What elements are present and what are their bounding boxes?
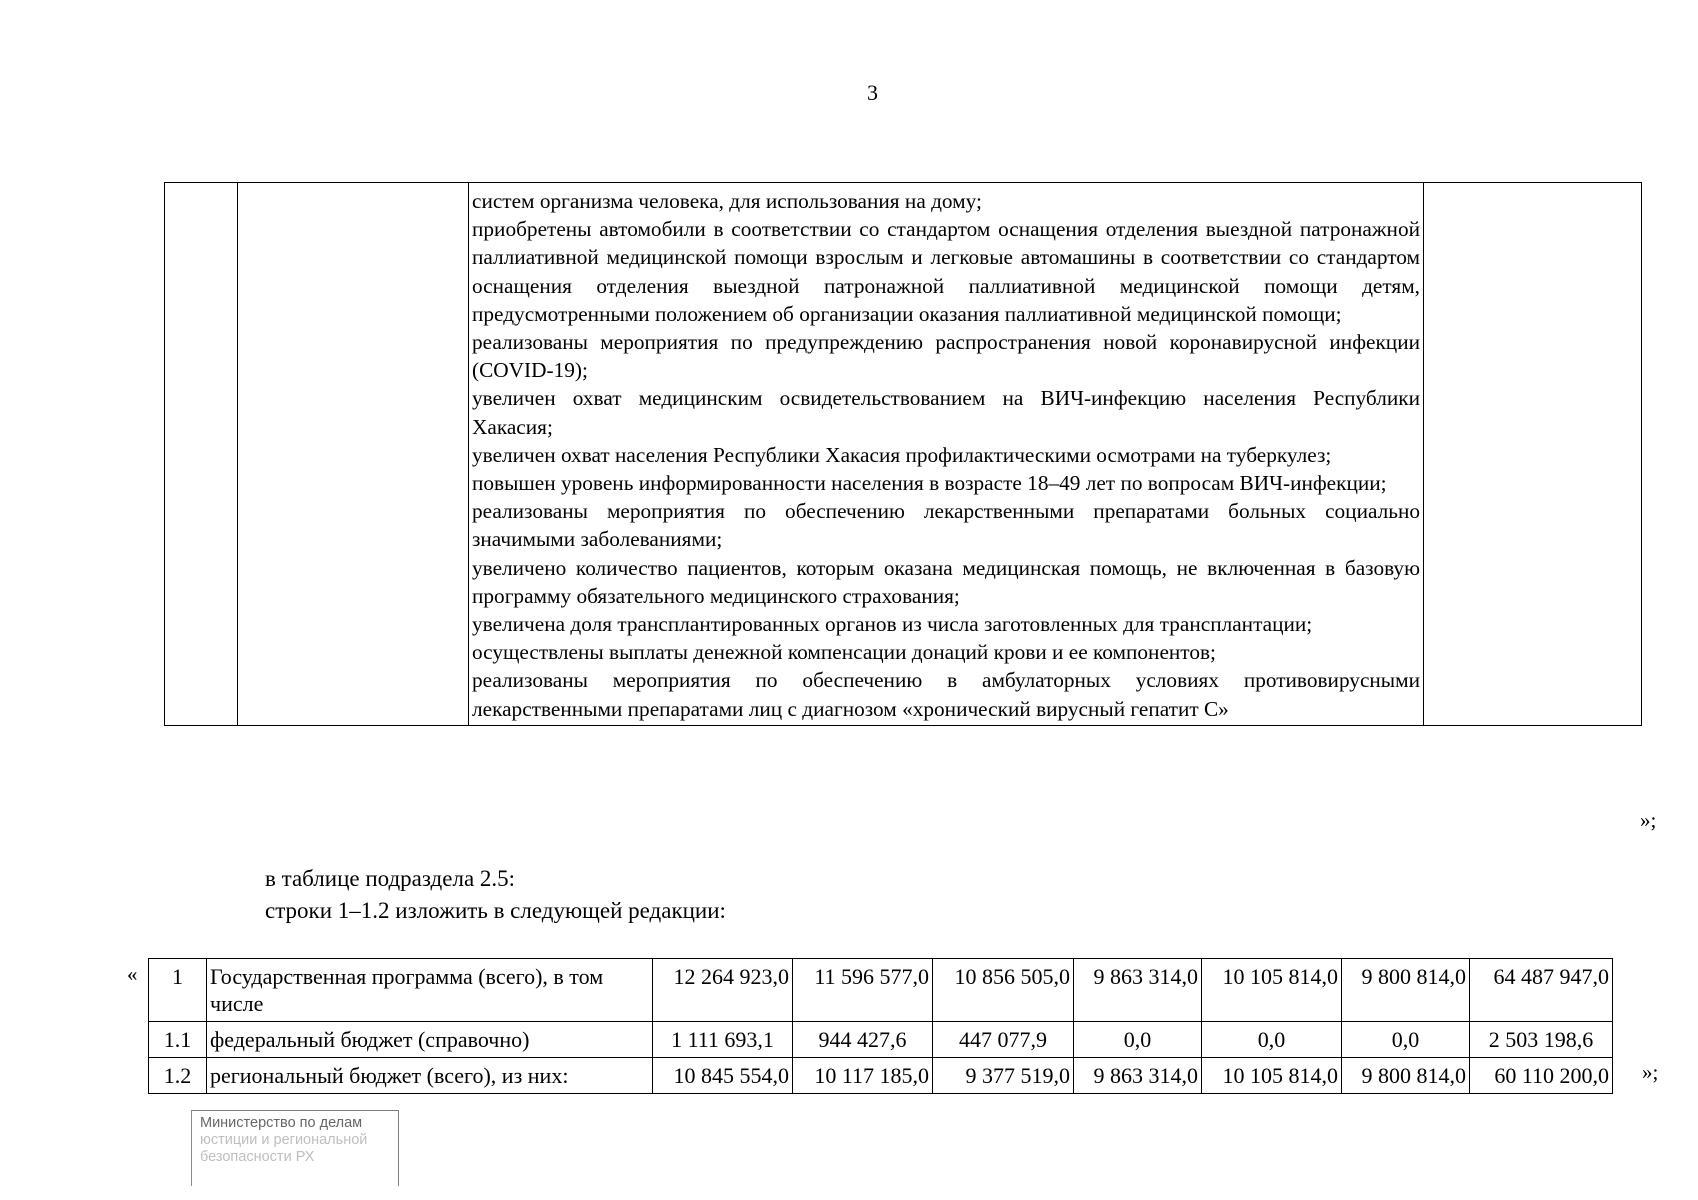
value-cell: 9 800 814,0 (1342, 959, 1470, 1022)
row-number: 1.1 (149, 1022, 207, 1058)
value-cell: 1 111 693,1 (653, 1022, 793, 1058)
row-number: 1.2 (149, 1058, 207, 1094)
value-cell: 0,0 (1202, 1022, 1342, 1058)
results-cell (469, 183, 1424, 726)
name-cell (238, 183, 469, 726)
row-name: региональный бюджет (всего), из них: (207, 1058, 653, 1094)
result-item: реализованы мероприятия по обеспечению в амбулаторных условиях противовирусными лекарственными препаратами лиц с диагнозом «хронический вирусный гепатит С» (472, 668, 1420, 721)
table-row (149, 1058, 1613, 1094)
value-cell: 10 845 554,0 (653, 1058, 793, 1094)
value-cell: 60 110 200,0 (1470, 1058, 1613, 1094)
value-cell: 10 117 185,0 (793, 1058, 933, 1094)
result-item: реализованы мероприятия по предупреждению распространения новой коронавирусной инфекции (COVID-19); (472, 330, 1420, 383)
stamp-line: безопасности РХ (200, 1149, 315, 1165)
value-cell: 9 800 814,0 (1342, 1058, 1470, 1094)
table-row (149, 959, 1613, 1022)
result-item: увеличен охват медицинским освидетельствованием на ВИЧ-инфекцию населения Республики Хакасия; (472, 386, 1420, 439)
result-item: систем организма человека, для использования на дому; (472, 189, 982, 213)
closing-quote-mark: »; (1642, 1060, 1659, 1084)
result-item: увеличена доля трансплантированных органов из числа заготовленных для трансплантации; (472, 612, 1313, 637)
value-cell: 0,0 (1342, 1022, 1470, 1058)
registration-stamp (191, 1110, 399, 1186)
value-cell: 9 863 314,0 (1074, 1058, 1202, 1094)
value-cell: 10 856 505,0 (933, 959, 1074, 1022)
budget-table (148, 958, 1613, 1094)
closing-quote-mark: »; (1640, 808, 1657, 832)
result-item: осуществлены выплаты денежной компенсации донаций крови и ее компонентов; (472, 640, 1216, 665)
result-item: реализованы мероприятия по обеспечению лекарственными препаратами больных социально значимыми заболеваниями; (472, 499, 1420, 552)
value-cell: 2 503 198,6 (1470, 1022, 1613, 1058)
value-cell: 12 264 923,0 (653, 959, 793, 1022)
result-item: приобретены автомобили в соответствии со стандартом оснащения отделения выездной патронажной паллиативной медицинской помощи взрослым и легковые автомашины в соответствии со стандартом оснащения отделения выездной патронажной паллиативной медицинской помощи детям, предусмотренными положением об организации оказания паллиативной медицинской помощи; (472, 217, 1420, 326)
value-cell: 10 105 814,0 (1202, 1058, 1342, 1094)
value-cell: 9 377 519,0 (933, 1058, 1074, 1094)
stamp-line: Министерство по делам (200, 1115, 363, 1131)
instruction-line: в таблице подраздела 2.5: (265, 866, 516, 891)
result-item: увеличен охват населения Республики Хакасия профилактическими осмотрами на туберкулез; (472, 442, 1332, 467)
value-cell: 0,0 (1074, 1022, 1202, 1058)
instruction-line: строки 1–1.2 изложить в следующей редакции: (265, 898, 726, 923)
result-item: повышен уровень информированности населения в возрасте 18–49 лет по вопросам ВИЧ-инфекции; (472, 471, 1387, 496)
value-cell: 64 487 947,0 (1470, 959, 1613, 1022)
result-item: увеличено количество пациентов, которым оказана медицинская помощь, не включенная в базовую программу обязательного медицинского страхования; (472, 555, 1420, 608)
opening-quote-mark: « (127, 962, 138, 986)
value-cell: 11 596 577,0 (793, 959, 933, 1022)
value-cell: 10 105 814,0 (1202, 959, 1342, 1022)
empty-cell (1424, 183, 1642, 726)
number-cell (165, 183, 238, 726)
row-name: федеральный бюджет (справочно) (207, 1022, 653, 1058)
value-cell: 944 427,6 (793, 1022, 933, 1058)
stamp-line: юстиции и региональной (200, 1132, 368, 1148)
row-name: Государственная программа (всего), в том числе (207, 959, 653, 1022)
table-row (149, 1022, 1613, 1058)
table-row (165, 183, 1642, 726)
measures-table-continuation (164, 182, 1642, 726)
page-number: 3 (867, 80, 878, 105)
value-cell: 447 077,9 (933, 1022, 1074, 1058)
row-number: 1 (149, 959, 207, 1022)
value-cell: 9 863 314,0 (1074, 959, 1202, 1022)
